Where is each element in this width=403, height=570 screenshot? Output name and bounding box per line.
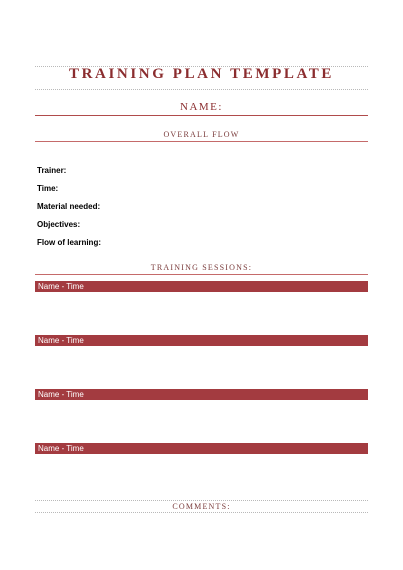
session-bar-3: [35, 389, 368, 400]
session-label: Name - Time: [38, 336, 84, 345]
overall-flow-underline: [35, 141, 368, 142]
session-label: Name - Time: [38, 282, 84, 291]
session-bar-1: [35, 281, 368, 292]
flow-of-learning-field-label: Flow of learning:: [37, 238, 101, 247]
session-label: Name - Time: [38, 444, 84, 453]
name-label: NAME:: [180, 101, 223, 113]
time-field-label: Time:: [37, 184, 59, 193]
title-dotted-divider: [35, 89, 368, 90]
session-label: Name - Time: [38, 390, 84, 399]
document-title: TRAINING PLAN TEMPLATE: [68, 66, 334, 82]
training-sessions-heading: TRAINING SESSIONS:: [150, 263, 253, 272]
comments-bottom-divider: [35, 512, 368, 513]
overall-flow-heading: OVERALL FLOW: [163, 130, 240, 139]
comments-top-divider: [35, 500, 368, 501]
session-bar-4: [35, 443, 368, 454]
trainer-field-label: Trainer:: [37, 166, 67, 175]
name-underline: [35, 115, 368, 116]
material-needed-field-label: Material needed:: [37, 202, 101, 211]
objectives-field-label: Objectives:: [37, 220, 81, 229]
session-bar-2: [35, 335, 368, 346]
training-sessions-underline: [35, 274, 368, 275]
comments-heading: COMMENTS:: [172, 502, 231, 511]
